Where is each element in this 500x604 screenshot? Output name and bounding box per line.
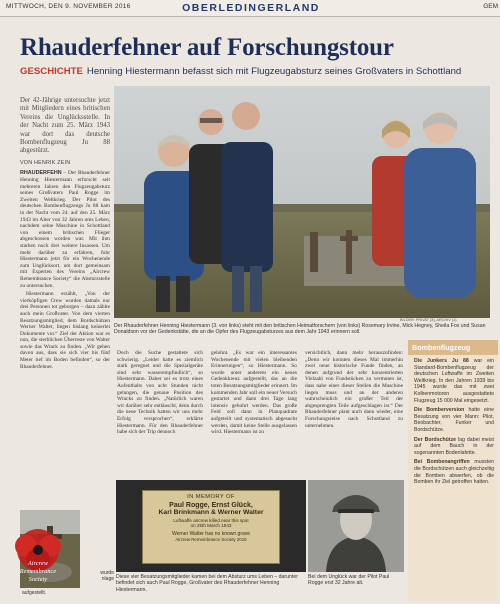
memorial-caption-line-3: aufgestellt. [22, 590, 47, 596]
header-right-label: GEM [483, 3, 498, 10]
article-kicker: GESCHICHTE [20, 66, 83, 77]
subhead-text: Henning Hiestermann befasst sich mit Flugzeugabsturz seines Großvaters in Schottland [86, 66, 462, 77]
article-body-1 [20, 170, 110, 289]
logo-line-2: Remembrance [19, 568, 57, 575]
memorial-plaque [142, 490, 280, 564]
infobox-p3: lag dabei meist auf dem Bauch in der sogenannten Bodenlafette. [414, 436, 494, 456]
plaque-line-6: Werner Walter has no known grave [171, 531, 251, 537]
group-photo-caption: Der Rhauderfehner Henning Hiestermann (3. von links) steht mit den britischen Heimatforschern (von links) Rosemary Irvine, Mick Hegney, Sheila Fox und Susan Donaldson vor der Gedenkstätte, die an die Opfer des Flugzeugabsturzes aus dem Jahr 1943 erinnern soll. [114, 323, 486, 336]
article-column-3: gelohnt. „Es war ein interessantes Wochenende mit vielen bleibenden Erinnerungen“, so Hiestermann. So wurde unter anderem ein neues Gedenkkreuz aufgestellt, das an die toten Besatzungsmitglieder erinnert. Im kommenden Jahr soll ein neuer Versuch gestartet und dann drei Tage lang intensiv gebohrt werden. Das große Feld soll dann in Planquadrate aufgeteilt und systematisch abgesucht werden, damit keine Stelle ausgelassen wird. Hiestermann ist zu [211, 350, 297, 436]
memorial-plaque-photo [116, 480, 306, 572]
pilot-portrait-photo [308, 480, 404, 572]
article-subhead [20, 66, 461, 77]
photo-credit: BILDER: PRIVAT (3), ARCHIV (1) [400, 318, 457, 322]
aircrew-remembrance-society-logo [10, 522, 66, 584]
infobox-p4: mussten die Bordschützen auch gleichzeitig die Bomben abwerfen, ob die Bomben ihr Ziel getroffen hatten. [414, 459, 494, 486]
memorial-caption-line-1: wurde [100, 570, 114, 576]
group-photo [114, 86, 490, 318]
group-photo-image [114, 86, 490, 318]
memorial-caption [84, 570, 114, 582]
plaque-line-4: Luftwaffe aircrew killed near this spot [173, 518, 249, 523]
plaque-line-2: Paul Rogge, Ernst Glück, [169, 502, 253, 509]
issue-date: MITTWOCH, DEN 9. NOVEMBER 2016 [6, 3, 131, 10]
article-column-2: Doch die Suche gestaltete sich schwierig. „Leider hatte es ziemlich stark geregnet und die Spezialgeräte sind sehr wasserempfindlich“, so Hiestermann. Daher sei es trotz eines Aufenthalts von acht Stunden nicht gelungen, die genaue Position des Wracks zu finden. „Natürlich waren wir darüber sehr enttäuscht, denn durch die neue Technik hatten wir uns mehr Erfolg versprochen“, erklärte Hiestermann. Für den Rhauderfehner habe sich der Trip dennoch [117, 350, 203, 436]
article-body-1-text: – Der Rhauderfehner Henning Hiestermann erforscht seit mehreren Jahren den Flugzeugabsturz seines Großvaters Paul Rogge im Zweiten Weltkrieg. Der Pilot des deutschen Bombenflugzeugs Ju 88 kam in der Nacht vom 24. auf den 25. März 1943 im Alter von 32 Jahren ums Leben, nachdem seine Maschine in Schottland von einem britischen Flieger abgeschossen worden war. Mit ihm starben noch drei weitere Insassen. Um mehr darüber zu erfahren, fuhr Hiestermann jetzt für ein Wochenende zum Unglücksort, um dort gemeinsam mit Experten des Vereins „Aircrew Remembrance Society“ die Absturzstelle zu untersuchen. [20, 170, 110, 289]
article-byline: VON HENRIK ZEIN [20, 159, 71, 166]
infobox-p2-bold: Die Bomberversion [414, 407, 465, 414]
article-column-1 [20, 97, 110, 537]
infobox-p1-bold: Die Junkers Ju 88 [414, 358, 469, 364]
infobox-p1: war ein Standard-Bombenflugzeug der deutschen Luftwaffe im Zweiten Weltkrieg. In den Jahren 1939 bis 1945 wurde das mit zwei Kolbenmotoren ausgestattete Flugzeug 15 000 Mal eingesetzt. [414, 358, 494, 404]
infobox-bombenflugzeug [408, 340, 498, 602]
article-body-2: Hiestermann erzählt, „Von der vierköpfigen Crew wurden damals nur drei Personen tot geborgen – dazu zählte auch mein Großvater. Von dem vierten Besatzungsmitglied, dem Bordschützen Werner Walter, liegen bislang keinerlei Dokumente vor.“ Ziel der Aktion war es nun, die sterblichen Überreste von Walter sowie das Wrack zu finden. „Wir gehen davon aus, dass sie sich vier bis fünf Meter tief im Boden befinden“, so der Rhauderfehner. [20, 291, 110, 370]
section-title: OBERLEDINGERLAND [182, 2, 320, 14]
article-headline: Rhauderfehner auf Forschungstour [20, 34, 394, 61]
infobox-p4-bold: Bei Bombenangriffen [414, 459, 470, 466]
article-lead: Der 42-Jährige untersuchte jetzt mit Mitgliedern eines britischen Vereins die Unglücksstelle. In der Nacht zum 25. März 1943 war dort das deutsche Bombenflugzeug Ju 88 abgestürzt. [20, 97, 110, 155]
plaque-caption: Diese vier Besatzungsmitglieder kamen bei dem Absturz ums Leben – darunter befindet sich auch Paul Rogge, Großvater des Rhauderfehner Henning Hiestermann. [116, 574, 298, 593]
logo-line-3: Society [28, 576, 48, 583]
plaque-line-7: Aircrew Remembrance Society 2016 [175, 537, 247, 542]
logo-line-1: Aircrew [27, 560, 49, 567]
infobox-p3-bold: Der Bordschütze [414, 436, 457, 443]
plaque-line-1: IN MEMORY OF [187, 494, 235, 500]
pilot-portrait-image [308, 480, 404, 572]
article-dateline: RHAUDERFEHN [20, 170, 62, 177]
plaque-line-5: on 25th March 1943 [190, 523, 232, 528]
pilot-portrait-caption: Bei dem Unglück war der Pilot Paul Rogge erst 32 Jahre alt. [308, 574, 390, 587]
article-column-4: versichtlich, dann mehr herauszufinden: „Denn wir konnten dieses Mal immerhin zwei neue historische Funde finden, an denen aufgrund der sehr konzentrierten Vielzahl von Fundstücken zu vermuten ist, dass nahe einer dieser Stellen die Maschine liegen muss und an der anderen wahrscheinlich ein großer Teil der abgesprengten Teile aufgeschlagen ist.“ Der Rhauderfehner plant auch dann wieder, eine Forschungsreise nach Schottland zu unternehmen. [305, 350, 403, 429]
infobox-p2: hatte eine Besatzung von vier Mann: Pilot, Beobachter, Funker und Bordschütze. [414, 407, 494, 433]
infobox-title: Bombenflugzeug [408, 340, 498, 355]
infobox-body [408, 355, 498, 486]
plaque-line-3: Karl Brinkmann & Werner Walter [158, 509, 264, 516]
memorial-caption-line-2: nlage [101, 576, 114, 582]
